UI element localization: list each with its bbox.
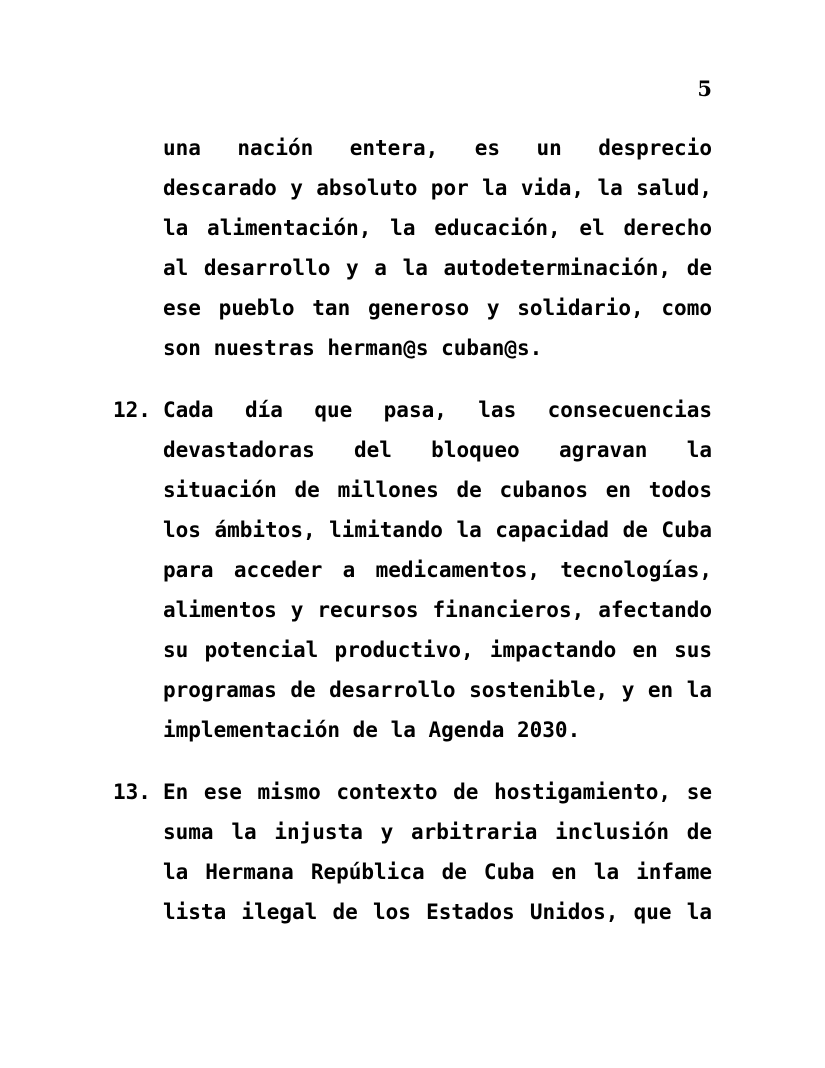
- paragraph-text-13: En ese mismo contexto de hostigamiento, se suma la injusta y arbitraria inclusión de la Hermana República de Cuba en la infame lista ilegal de los Estados Unidos, que la: [163, 780, 712, 924]
- document-body: [113, 128, 712, 972]
- paragraph-continuation: [113, 128, 712, 368]
- paragraph-text: una nación entera, es un desprecio descarado y absoluto por la vida, la salud, la alimentación, la educación, el derecho al desarrollo y a la autodeterminación, de ese pueblo tan generoso y solidario, como son nuestras herman@s cuban@s.: [163, 136, 712, 360]
- list-marker-13: 13.: [113, 780, 151, 804]
- list-marker-12: 12.: [113, 398, 151, 422]
- paragraph-item-13: [113, 772, 712, 972]
- paragraph-text-12: Cada día que pasa, las consecuencias devastadoras del bloqueo agravan la situación de millones de cubanos en todos los ámbitos, limitando la capacidad de Cuba para acceder a medicamentos, tecnologías, alimentos y recursos financieros, afectando su potencial productivo, impactando en sus programas de desarrollo sostenible, y en la implementación de la Agenda 2030.: [163, 398, 712, 742]
- paragraph-item-12: [113, 390, 712, 750]
- page-number: 5: [697, 76, 712, 101]
